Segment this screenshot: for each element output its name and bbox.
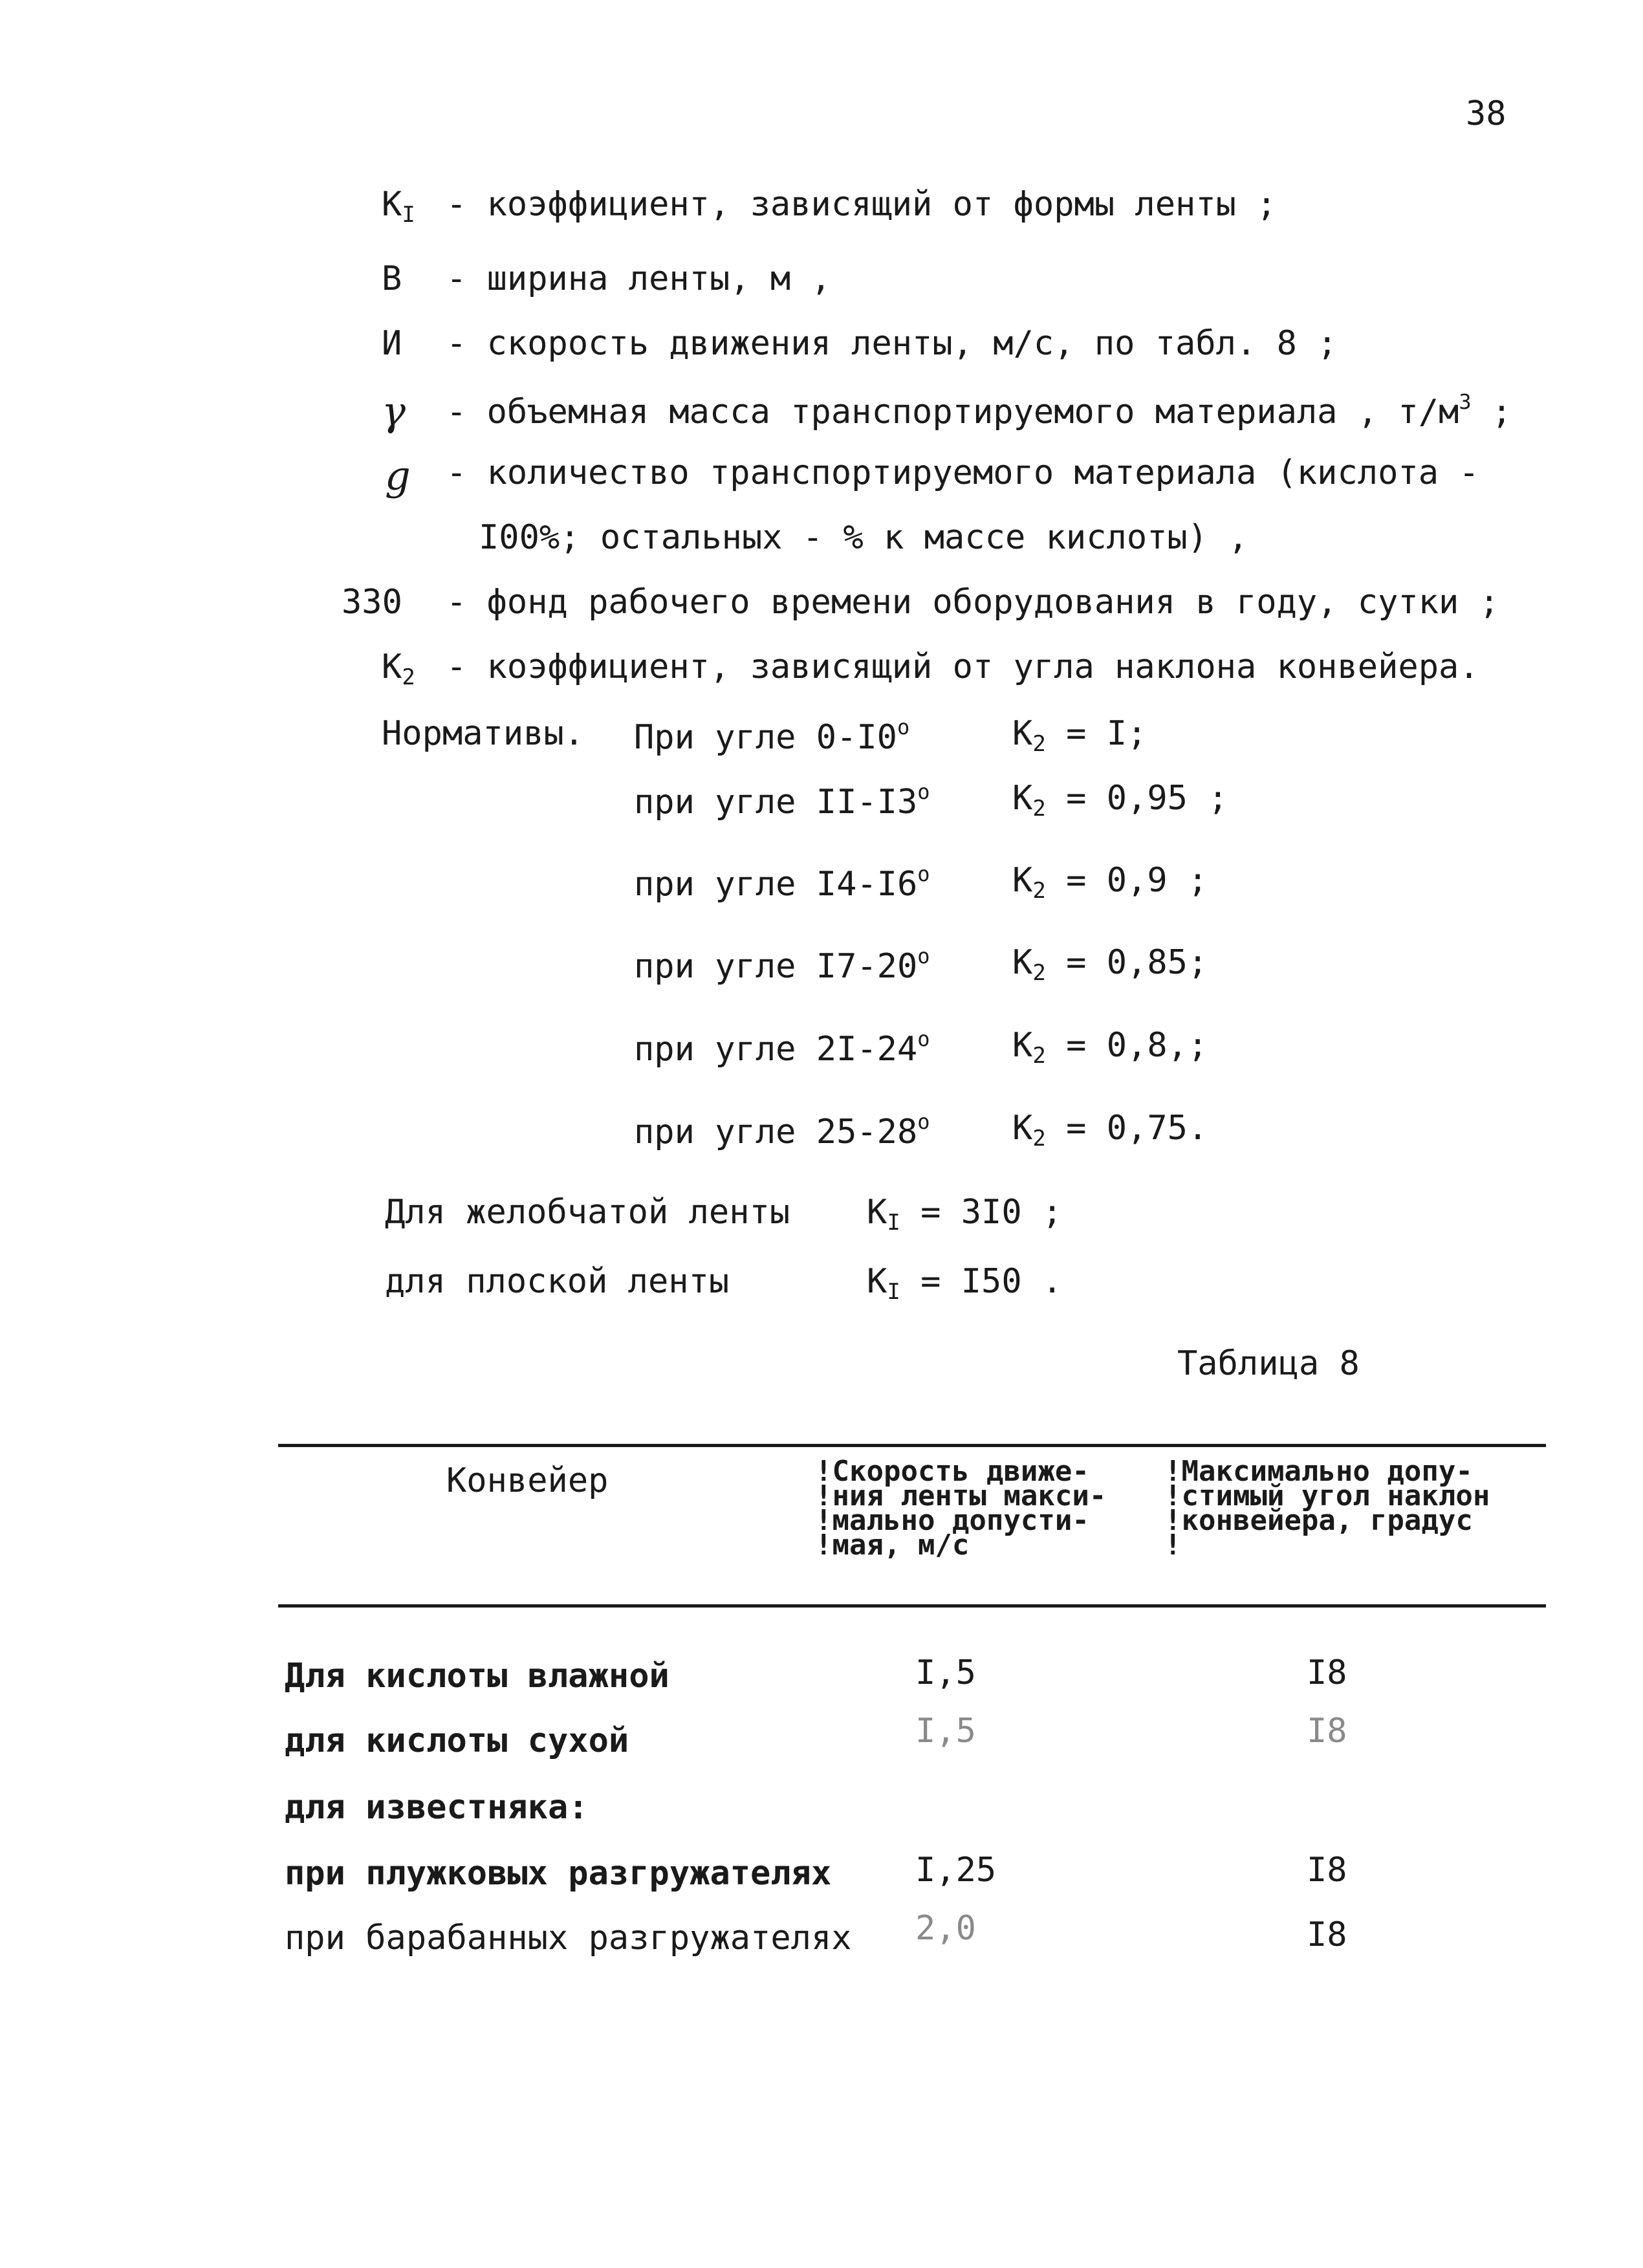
table-top-rule	[278, 1444, 1546, 1447]
table-caption: Таблица 8	[1177, 1344, 1360, 1383]
symbol-main: К	[382, 648, 402, 686]
k-symbol: К	[1012, 1109, 1033, 1148]
angle-text: При угле 0-I0	[634, 718, 897, 757]
k-symbol: К	[1012, 714, 1033, 753]
k-value: = 3I0 ;	[920, 1193, 1063, 1232]
row-speed: 2,0	[915, 1909, 976, 1948]
definition-text: - фонд рабочего времени оборудования в году, сутки ;	[446, 583, 1499, 622]
k-value: = 0,95 ;	[1066, 779, 1228, 818]
k-symbol: К	[1012, 1026, 1033, 1065]
normative-value	[1012, 943, 1208, 986]
row-speed: I,5	[915, 1653, 976, 1692]
symbol-k2	[382, 650, 415, 688]
normative-value	[1012, 781, 1228, 820]
k-symbol: К	[1012, 779, 1033, 818]
belt-type-value	[867, 1262, 1063, 1305]
row-name: при плужковых разгружателях	[285, 1854, 832, 1893]
definition-text	[446, 391, 1512, 429]
symbol-g: g	[385, 452, 411, 499]
degree-mark: o	[917, 944, 930, 968]
normative-value	[1012, 714, 1148, 757]
belt-type-label: Для желобчатой ленты	[385, 1193, 790, 1232]
degree-mark: o	[917, 780, 930, 804]
definition-text: - коэффициент, зависящий от угла наклона конвейера.	[446, 648, 1479, 686]
k-value: = 0,9 ;	[1066, 861, 1208, 900]
normative-value	[1012, 1111, 1208, 1150]
angle-text: при угле 2I-24	[634, 1030, 918, 1069]
row-angle: I8	[1307, 1712, 1347, 1750]
degree-mark: o	[917, 862, 930, 886]
row-name: для известняка:	[285, 1788, 589, 1827]
k-subscript: 2	[1032, 878, 1046, 904]
symbol-main: К	[382, 185, 402, 224]
k-subscript: 2	[1032, 796, 1046, 822]
page-number: 38	[1466, 94, 1507, 133]
row-name: для кислоты сухой	[285, 1721, 629, 1760]
row-speed: I,25	[915, 1851, 997, 1890]
row-name: при барабанных разгружателях	[285, 1919, 852, 1957]
normative-angle	[634, 1111, 930, 1149]
normative-angle	[634, 1027, 930, 1069]
row-angle: I8	[1307, 1915, 1347, 1954]
k-value: = 0,75.	[1066, 1109, 1208, 1148]
row-angle: I8	[1307, 1851, 1347, 1890]
row-angle: I8	[1307, 1653, 1347, 1692]
k-value: = 0,8,;	[1066, 1026, 1208, 1065]
k-symbol: К	[1012, 943, 1033, 982]
superscript: 3	[1459, 389, 1472, 414]
k-value: = I;	[1066, 714, 1148, 753]
symbol-330: 330	[342, 583, 402, 622]
k-subscript: I	[887, 1279, 900, 1305]
normative-angle	[634, 862, 930, 904]
normatives-label: Нормативы.	[382, 714, 585, 753]
k-value: = I50 .	[920, 1262, 1063, 1301]
normative-angle	[634, 944, 930, 986]
k-subscript: 2	[1032, 1043, 1046, 1069]
definition-text: - количество транспортируемого материала (кислота -	[446, 453, 1479, 492]
symbol-k1	[382, 185, 415, 228]
belt-type-label: для плоской ленты	[385, 1262, 730, 1301]
k-symbol: К	[867, 1262, 887, 1301]
definition-text: - скорость движения ленты, м/с, по табл. 8 ;	[446, 324, 1338, 363]
table-header-rule	[278, 1604, 1546, 1608]
symbol-gamma: γ	[382, 387, 406, 435]
angle-text: при угле II-I3	[634, 783, 918, 822]
normative-angle	[634, 715, 910, 757]
k-subscript: I	[887, 1210, 900, 1236]
k-subscript: 2	[1032, 731, 1046, 757]
symbol-b: В	[382, 259, 402, 298]
k-subscript: 2	[1032, 960, 1046, 986]
row-speed: I,5	[915, 1712, 976, 1750]
definition-tail: ;	[1471, 393, 1512, 431]
row-name: Для кислоты влажной	[285, 1657, 669, 1696]
symbol-v: И	[382, 324, 402, 363]
symbol-subscript: I	[402, 202, 415, 228]
angle-text: при угле I7-20	[634, 947, 918, 986]
definition-text: - коэффициент, зависящий от формы ленты ;	[446, 185, 1277, 224]
degree-mark: o	[917, 1027, 930, 1051]
degree-mark: o	[897, 715, 910, 739]
degree-mark: o	[917, 1109, 930, 1134]
k-symbol: К	[867, 1193, 887, 1232]
k-symbol: К	[1012, 861, 1033, 900]
angle-text: при угле I4-I6	[634, 865, 918, 904]
definition-body: - объемная масса транспортируемого материала , т/м	[446, 393, 1459, 431]
column-header-conveyor: Конвейер	[446, 1461, 609, 1500]
normative-value	[1012, 1026, 1208, 1069]
column-header-speed: !Скорость движе- !ния ленты макси- !мально допусти- !мая, м/с	[815, 1455, 1107, 1562]
normative-angle	[634, 780, 930, 822]
definition-continuation: I00%; остальных - % к массе кислоты) ,	[479, 518, 1248, 557]
k-subscript: 2	[1032, 1126, 1046, 1151]
k-value: = 0,85;	[1066, 943, 1208, 982]
definition-text: - ширина ленты, м ,	[446, 259, 831, 298]
angle-text: при угле 25-28	[634, 1113, 918, 1151]
normative-value	[1012, 861, 1208, 904]
column-header-angle: !Максимально допу- !стимый угол наклон !конвейера, градус !	[1164, 1455, 1490, 1562]
symbol-subscript: 2	[402, 664, 415, 690]
belt-type-value	[867, 1195, 1062, 1234]
